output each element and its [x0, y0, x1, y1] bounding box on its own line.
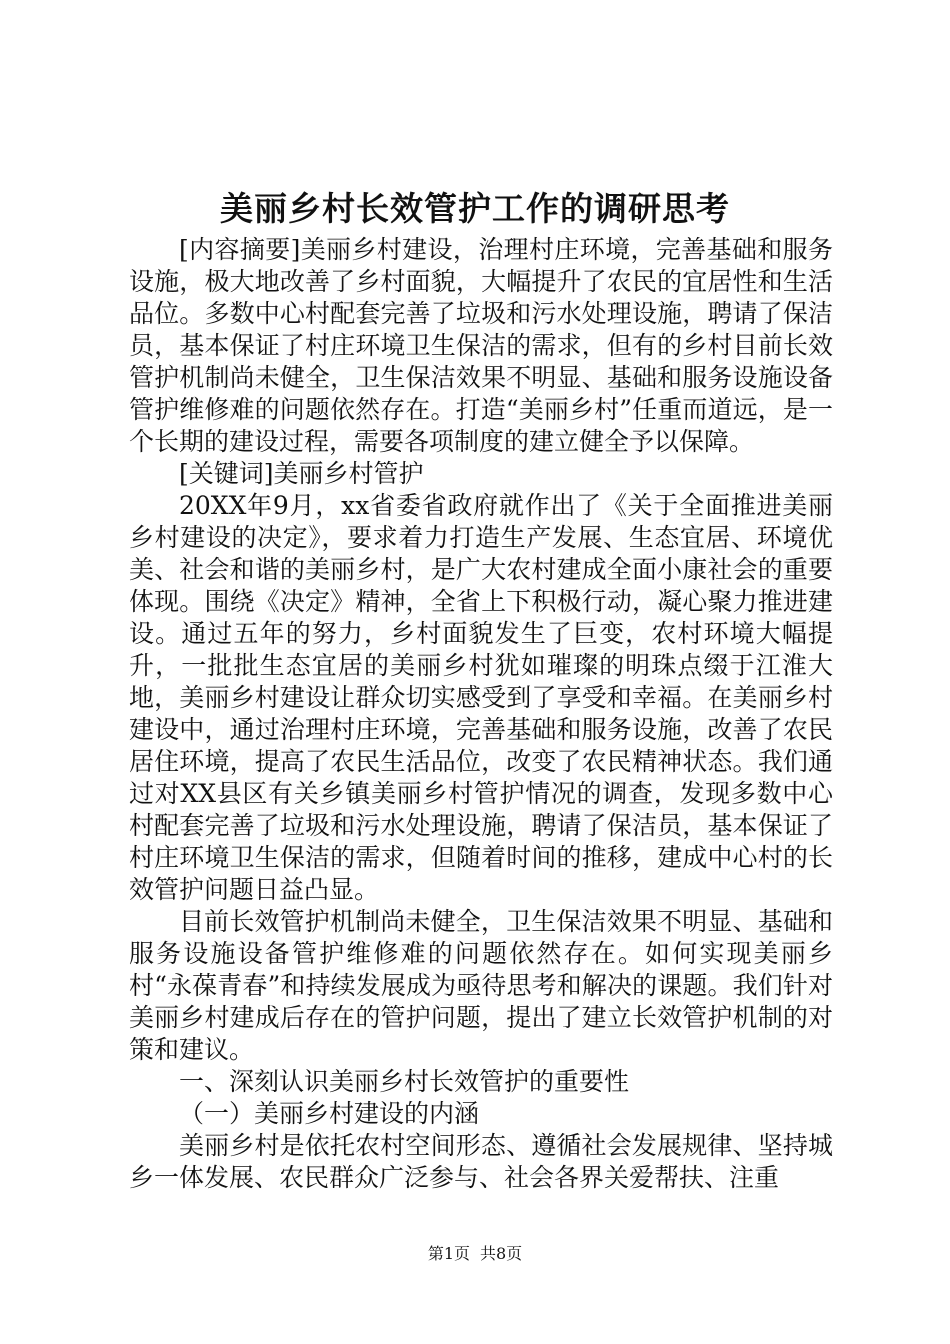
page-number: 第1页	[427, 1244, 470, 1263]
body-paragraph: 20XX年9月，xx省委省政府就作出了《关于全面推进美丽乡村建设的决定》，要求着力打造生产发展、生态宜居、环境优美、社会和谐的美丽乡村，是广大农村建成全面小康社会的重要体现。围绕《决定》精神，全省上下积极行动，凝心聚力推进建设。通过五年的努力，乡村面貌发生了巨变，农村环境大幅提升，一批批生态宜居的美丽乡村犹如璀璨的明珠点缀于江淮大地，美丽乡村建设让群众切实感受到了享受和幸福。在美丽乡村建设中，通过治理村庄环境，完善基础和服务设施，改善了农民居住环境，提高了农民生活品位，改变了农民精神状态。我们通过对XX县区有关乡镇美丽乡村管护情况的调查，发现多数中心村配套完善了垃圾和污水处理设施，聘请了保洁员，基本保证了村庄环境卫生保洁的需求，但随着时间的推移，建成中心村的长效管护问题日益凸显。	[129, 491, 833, 904]
keywords-paragraph: [关键词]美丽乡村管护	[179, 459, 424, 488]
page-total: 共8页	[480, 1244, 523, 1263]
section-heading: 一、深刻认识美丽乡村长效管护的重要性	[179, 1067, 630, 1096]
document-body	[129, 234, 833, 1194]
page-footer	[0, 1242, 950, 1266]
body-paragraph: 美丽乡村是依托农村空间形态、遵循社会发展规律、坚持城乡一体发展、农民群众广泛参与、社会各界关爱帮扶、注重	[129, 1131, 833, 1192]
body-paragraph: 目前长效管护机制尚未健全，卫生保洁效果不明显、基础和服务设施设备管护维修难的问题依然存在。如何实现美丽乡村“永葆青春”和持续发展成为亟待思考和解决的课题。我们针对美丽乡村建成后存在的管护问题，提出了建立长效管护机制的对策和建议。	[129, 907, 833, 1064]
page-title: 美丽乡村长效管护工作的调研思考	[220, 189, 730, 228]
subsection-heading: （一）美丽乡村建设的内涵	[179, 1099, 480, 1128]
abstract-paragraph: [内容摘要]美丽乡村建设，治理村庄环境，完善基础和服务设施，极大地改善了乡村面貌，大幅提升了农民的宜居性和生活品位。多数中心村配套完善了垃圾和污水处理设施，聘请了保洁员，基本保证了村庄环境卫生保洁的需求，但有的乡村目前长效管护机制尚未健全，卫生保洁效果不明显、基础和服务设施设备管护维修难的问题依然存在。打造“美丽乡村”任重而道远，是一个长期的建设过程，需要各项制度的建立健全予以保障。	[129, 235, 833, 456]
